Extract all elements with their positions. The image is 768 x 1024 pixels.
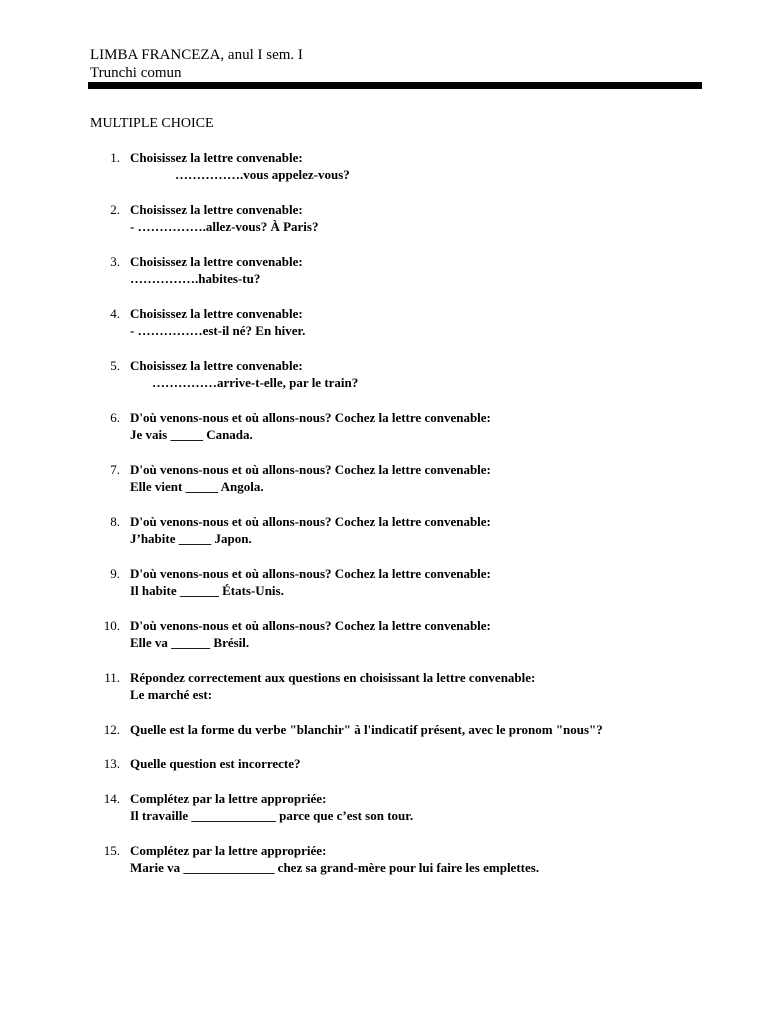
question-number: 8. xyxy=(110,514,120,529)
question-prompt: D'où venons-nous et où allons-nous? Cochez la lettre convenable: xyxy=(130,410,491,425)
question-sentence: …………….habites-tu? xyxy=(130,271,261,286)
question-number: 7. xyxy=(110,462,120,477)
question-sentence: Il habite ______ États-Unis. xyxy=(130,583,284,598)
question-number: 12. xyxy=(103,722,120,737)
question-number: 6. xyxy=(110,410,120,425)
question-sentence: Je vais _____ Canada. xyxy=(130,427,253,442)
question-number: 3. xyxy=(110,254,120,269)
question-number: 14. xyxy=(103,791,120,806)
document-header xyxy=(90,46,702,82)
question-sentence: Elle va ______ Brésil. xyxy=(130,635,250,650)
question-prompt: D'où venons-nous et où allons-nous? Cochez la lettre convenable: xyxy=(130,514,491,529)
document-title: LIMBA FRANCEZA, anul I sem. I xyxy=(90,47,303,63)
question-prompt: Choisissez la lettre convenable: xyxy=(130,358,303,373)
question-number: 15. xyxy=(103,843,120,858)
question-number: 13. xyxy=(103,756,120,771)
question-prompt: Choisissez la lettre convenable: xyxy=(130,254,303,269)
header-divider xyxy=(88,82,702,89)
question-prompt: Quelle est la forme du verbe "blanchir" à l'indicatif présent, avec le pronom "nous"? xyxy=(130,722,603,737)
question-prompt: Complétez par la lettre appropriée: xyxy=(130,843,327,858)
question-sentence: Marie va ______________ chez sa grand-mère pour lui faire les emplettes. xyxy=(130,860,540,875)
question-prompt: D'où venons-nous et où allons-nous? Cochez la lettre convenable: xyxy=(130,618,491,633)
question-sentence: ……………arrive-t-elle, par le train? xyxy=(152,375,359,390)
question-sentence: - ……………est-il né? En hiver. xyxy=(130,323,306,338)
question-prompt: Quelle question est incorrecte? xyxy=(130,756,301,771)
question-sentence: …………….vous appelez-vous? xyxy=(175,167,350,182)
question-number: 4. xyxy=(110,306,120,321)
question-number: 2. xyxy=(110,202,120,217)
question-sentence: Il travaille _____________ parce que c’est son tour. xyxy=(130,808,414,823)
question-sentence: J’habite _____ Japon. xyxy=(130,531,252,546)
question-sentence: Le marché est: xyxy=(130,687,213,702)
question-number: 5. xyxy=(110,358,120,373)
section-title: MULTIPLE CHOICE xyxy=(90,116,214,131)
question-prompt: Complétez par la lettre appropriée: xyxy=(130,791,327,806)
question-prompt: Répondez correctement aux questions en choisissant la lettre convenable: xyxy=(130,670,536,685)
question-number: 10. xyxy=(103,618,120,633)
question-number: 1. xyxy=(110,150,120,165)
question-prompt: Choisissez la lettre convenable: xyxy=(130,150,303,165)
question-prompt: Choisissez la lettre convenable: xyxy=(130,306,303,321)
question-sentence: Elle vient _____ Angola. xyxy=(130,479,264,494)
question-prompt: D'où venons-nous et où allons-nous? Cochez la lettre convenable: xyxy=(130,566,491,581)
question-number: 9. xyxy=(110,566,120,581)
question-prompt: Choisissez la lettre convenable: xyxy=(130,202,303,217)
question-sentence: - …………….allez-vous? À Paris? xyxy=(130,219,319,234)
document-subtitle: Trunchi comun xyxy=(90,65,182,81)
question-number: 11. xyxy=(104,670,120,685)
question-prompt: D'où venons-nous et où allons-nous? Cochez la lettre convenable: xyxy=(130,462,491,477)
